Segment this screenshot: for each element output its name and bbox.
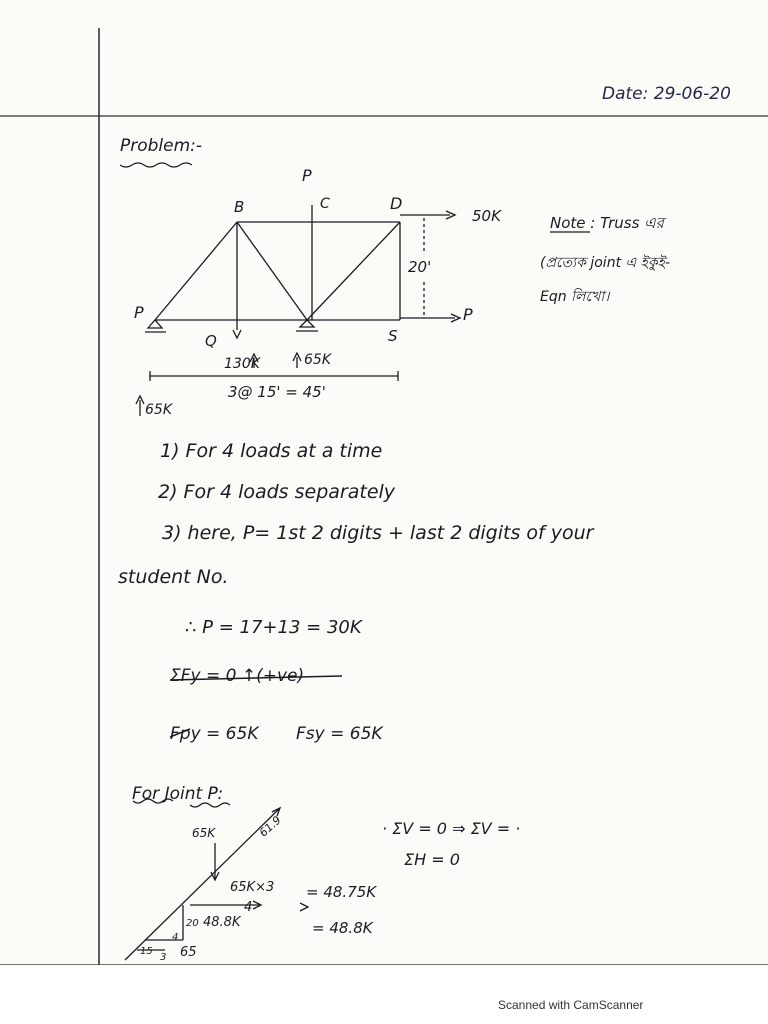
joint-label-65kx3: 65K×3 [230,880,275,895]
note-line-1: Note : Truss এর [550,214,664,232]
joint-label-angle: 61.9 [256,813,284,840]
label-d: D [390,194,403,213]
label-50k: 50K [472,207,501,225]
joint-label-4: 4 [244,900,253,915]
p-value: ∴ P = 17+13 = 30K [185,617,362,638]
task-4: student No. [118,566,229,588]
eq-sv: · ΣV = 0 ⇒ ΣV = · [382,819,521,838]
label-load-p-top: P [302,166,312,185]
joint-result-2: = 48.8K [312,919,373,937]
date-text: Date: 29-06-20 [602,84,731,104]
reaction-fsy: Fsy = 65K [296,724,383,744]
problem-heading: Problem:- [120,136,203,156]
note-line-3: Eqn লিখো। [540,289,610,305]
joint-label-3: 3 [160,952,167,963]
scanner-watermark: Scanned with CamScanner [498,998,644,1012]
label-b: B [234,198,245,216]
label-s: S [388,327,398,345]
joint-result-1: = 48.75K [306,883,377,901]
reaction-fpy: Fpy = 65K [170,724,259,744]
joint-p-heading: For Joint P: [132,784,224,804]
label-span: 3@ 15' = 45' [228,383,326,401]
joint-label-65: 65 [180,945,197,960]
task-2: 2) For 4 loads separately [158,481,396,503]
label-c: C [320,196,330,212]
label-left-reaction: 65K [145,402,172,418]
joint-label-48-8k: 48.8K [203,915,241,930]
task-1: 1) For 4 loads at a time [160,440,383,462]
label-q: Q [205,332,217,350]
note-line-2: (প্রত্যেক joint এ ইকুই- [540,255,671,271]
eq-sh: ΣH = 0 [404,850,460,869]
joint-label-4-small: 4 [172,932,179,943]
sum-fy: ΣFy = 0 ↑(+ve) [170,666,305,686]
label-mid-reaction: 65K [304,352,331,368]
joint-label-15: 15 [140,946,153,957]
scanner-strip [0,965,768,1024]
label-p-left: P [134,303,144,322]
task-3: 3) here, P= 1st 2 digits + last 2 digits of your [162,522,594,544]
label-p-right: P [463,305,473,324]
label-height: 20' [408,258,432,276]
label-q-load: 130K [224,356,260,372]
joint-label-65k: 65K [192,826,216,840]
joint-label-20: 20 [186,918,199,929]
